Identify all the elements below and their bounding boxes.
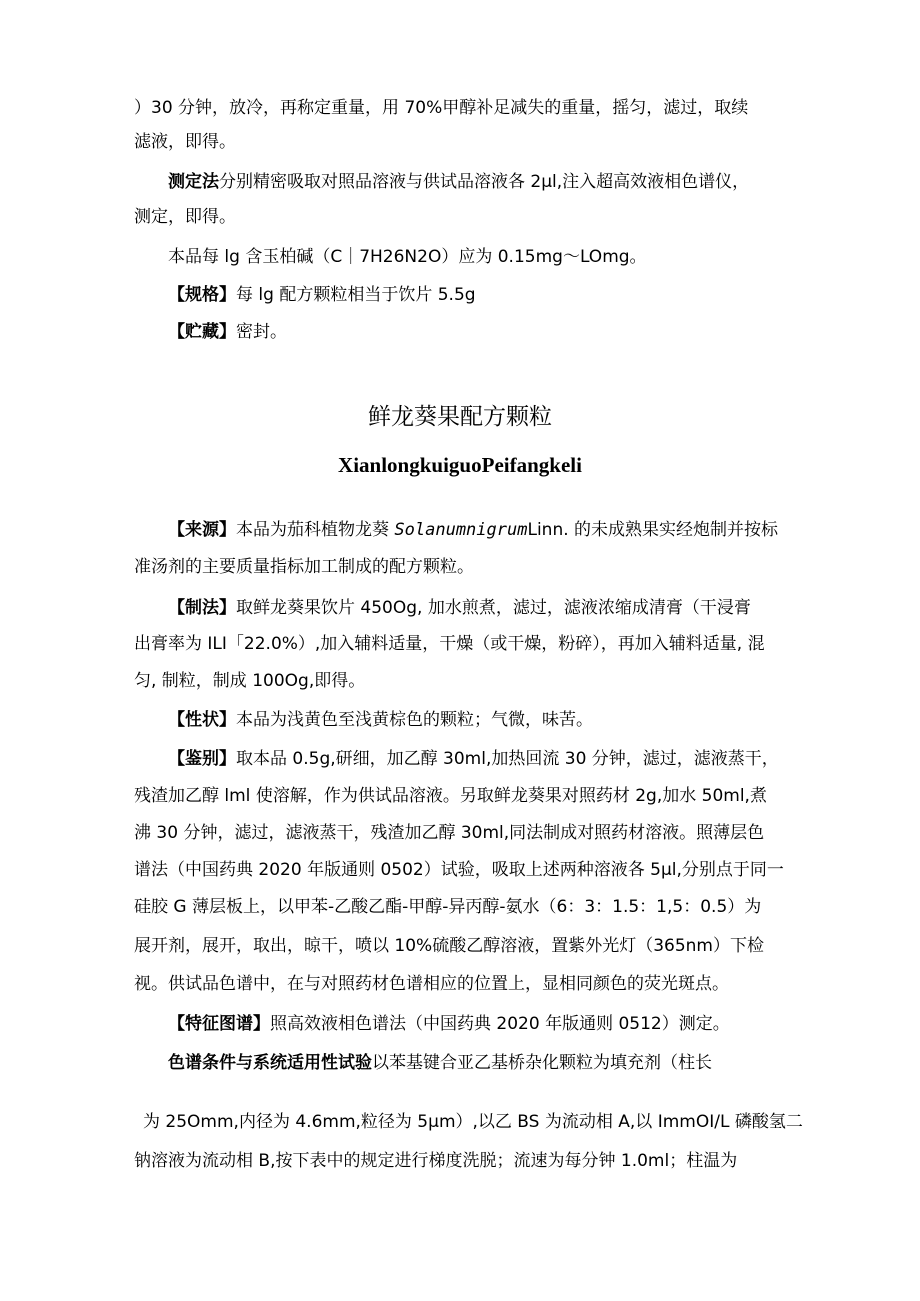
preparation-text: 取鲜龙葵果饮片 450Og, 加水煎煮，滤过，滤液浓缩成清膏（干浸膏 — [236, 598, 751, 618]
latin-name: Solanumnigrum — [394, 520, 528, 540]
identification-text-line: 沸 30 分钟，滤过，滤液蒸干，残渣加乙醇 30ml,同法制成对照药材溶液。照薄层色 — [134, 823, 765, 843]
chromatography-text-line: 为 25Omm,内径为 4.6mm,粒径为 5μm）,以乙 BS 为流动相 A,以 ImmOI/L 磷酸氢二 — [143, 1112, 803, 1132]
storage-text: 密封。 — [236, 322, 287, 342]
source-paragraph — [168, 518, 778, 542]
chromatography-text-line: 钠溶液为流动相 B,按下表中的规定进行梯度洗脱；流速为每分钟 1.0ml；柱温为 — [134, 1151, 738, 1171]
identification-text-line: 残渣加乙醇 lml 使溶解，作为供试品溶液。另取鲜龙葵果对照药材 2g,加水 50ml,煮 — [134, 786, 767, 806]
character-text: 本品为浅黄色至浅黄棕色的颗粒；气微，味苦。 — [236, 710, 593, 730]
content-requirement: 本品每 lg 含玉柏碱（C｜7H26N2O）应为 0.15mg〜LOmg。 — [168, 247, 647, 267]
monograph-title-chinese: 鲜龙葵果配方颗粒 — [368, 404, 552, 430]
character-label: 【性状】 — [168, 710, 236, 730]
prev-text-line: 滤液，即得。 — [134, 132, 236, 152]
fingerprint-paragraph — [168, 1012, 730, 1036]
prev-text-line: ）30 分钟，放冷，再称定重量，用 70%甲醇补足减失的重量，摇匀，滤过，取续 — [134, 98, 749, 118]
preparation-text-line: 匀, 制粒，制成 100Og,即得。 — [134, 671, 366, 691]
chromatography-paragraph — [168, 1051, 712, 1075]
fingerprint-label: 【特征图谱】 — [168, 1014, 270, 1034]
assay-paragraph — [168, 170, 749, 194]
source-text: 本品为茄科植物龙葵 — [236, 520, 395, 540]
chromatography-text: 以苯基键合亚乙基桥杂化颗粒为填充剂（柱长 — [372, 1053, 712, 1073]
storage-paragraph — [168, 320, 287, 344]
identification-paragraph — [168, 747, 779, 771]
preparation-paragraph — [168, 596, 751, 620]
identification-text-line: 硅胶 G 薄层板上，以甲苯-乙酸乙酯-甲醇-异丙醇-氨水（6：3：1.5：1,5：0.5）为 — [134, 897, 762, 917]
identification-text: 取本品 0.5g,研细，加乙醇 30ml,加热回流 30 分钟，滤过，滤液蒸干， — [236, 749, 779, 769]
preparation-text-line: 出膏率为 ILI「22.0%）,加入辅料适量，干燥（或干燥，粉碎），再加入辅料适量, 混 — [134, 634, 765, 654]
assay-text-line: 测定，即得。 — [134, 207, 236, 227]
source-text-line: 准汤剂的主要质量指标加工制成的配方颗粒。 — [134, 557, 474, 577]
assay-text: 分别精密吸取对照品溶液与供试品溶液各 2μl,注入超高效液相色谱仪， — [219, 172, 750, 192]
identification-text-line: 谱法（中国药典 2020 年版通则 0502）试验，吸取上述两种溶液各 5μl,分别点于同一 — [134, 860, 784, 880]
spec-label: 【规格】 — [168, 285, 236, 305]
assay-label: 测定法 — [168, 172, 219, 192]
identification-label: 【鉴别】 — [168, 749, 236, 769]
spec-text: 每 lg 配方颗粒相当于饮片 5.5g — [236, 285, 476, 305]
chromatography-label: 色谱条件与系统适用性试验 — [168, 1053, 372, 1073]
identification-text-line: 展开剂，展开，取出，晾干，喷以 10%硫酸乙醇溶液，置紫外光灯（365nm）下检 — [134, 936, 764, 956]
storage-label: 【贮藏】 — [168, 322, 236, 342]
preparation-label: 【制法】 — [168, 598, 236, 618]
identification-text-line: 视。供试品色谱中，在与对照药材色谱相应的位置上，显相同颜色的荧光斑点。 — [134, 974, 729, 994]
character-paragraph — [168, 708, 593, 732]
monograph-title-pinyin: XianlongkuiguoPeifangkeli — [338, 453, 582, 477]
source-text-cont: Linn. 的未成熟果实经炮制并按标 — [527, 520, 779, 540]
spec-paragraph — [168, 283, 476, 307]
source-label: 【来源】 — [168, 520, 236, 540]
fingerprint-text: 照高效液相色谱法（中国药典 2020 年版通则 0512）测定。 — [270, 1014, 730, 1034]
